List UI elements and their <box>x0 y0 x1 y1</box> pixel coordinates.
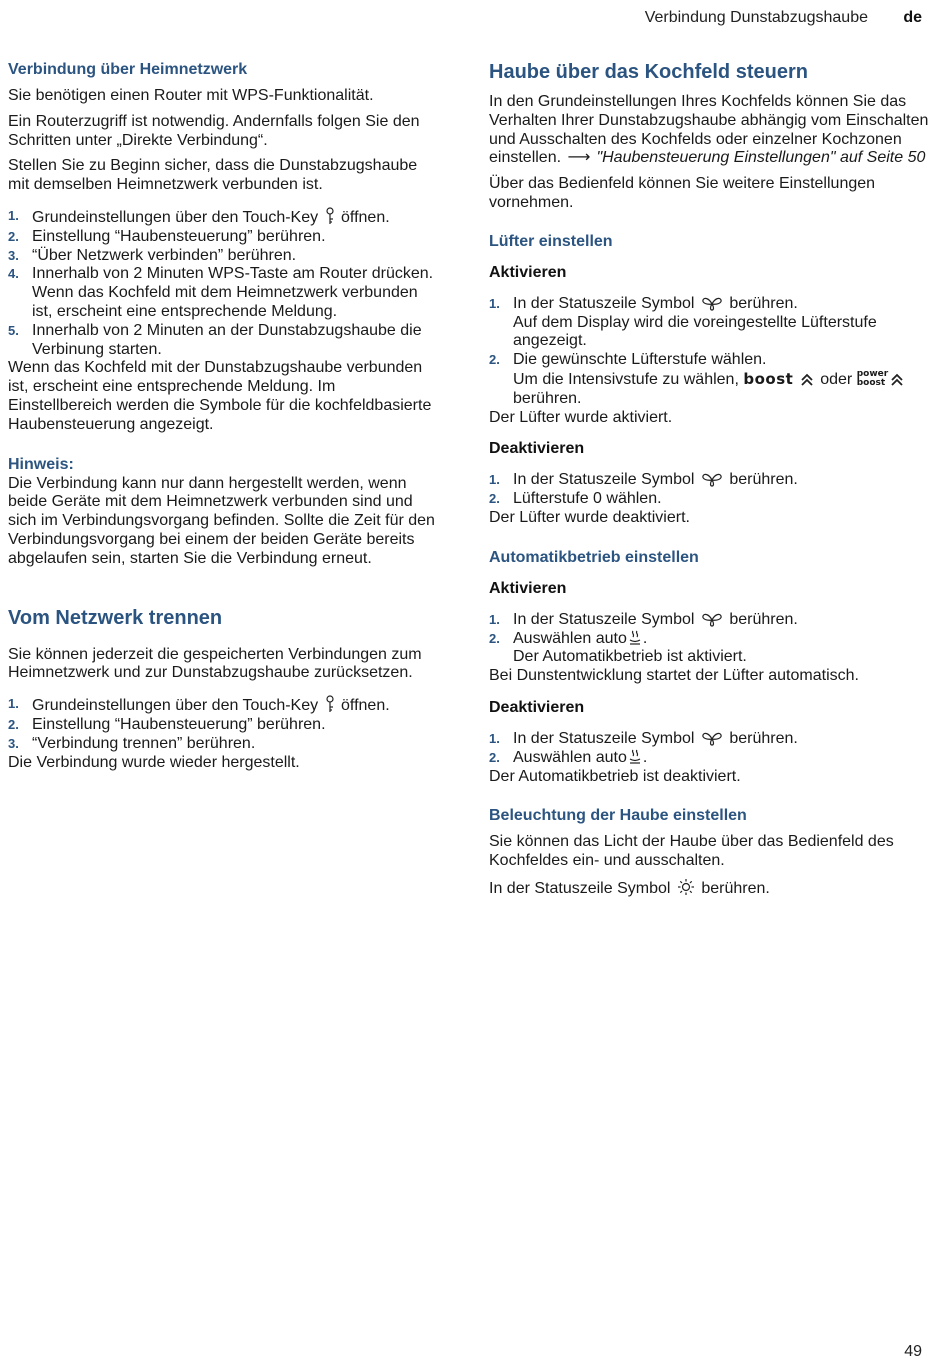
paragraph: Der Automatikbetrieb ist deaktiviert. <box>489 767 741 785</box>
list-item <box>489 295 929 351</box>
subsection-heading-light: Beleuchtung der Haube einstellen <box>489 807 747 825</box>
steps-list <box>489 611 929 667</box>
step-result: Wenn das Kochfeld mit dem Heimnetzwerk verbunden ist, erscheint eine entsprechende Meldung. <box>32 284 418 320</box>
step-text: Auswählen auto <box>513 629 627 647</box>
subsection-heading-fan: Lüfter einstellen <box>489 232 613 250</box>
running-header-title: Verbindung Dunstabzugshaube <box>644 9 868 26</box>
paragraph <box>489 93 929 168</box>
list-item <box>489 730 929 749</box>
paragraph-text: In den Grundeinstellungen Ihres Kochfelds können Sie das Verhalten Ihrer Dunstabzugshaube abhängig vom Einschalten und Ausschalten des Kochfelds oder einzelner Kochzonen einstellen. <box>489 93 929 167</box>
double-chevron-up-icon <box>890 373 904 387</box>
steps-list <box>489 471 929 509</box>
step-result-end: berühren. <box>513 389 582 407</box>
step-result: Auf dem Display wird die voreingestellte Lüfterstufe angezeigt. <box>513 313 877 350</box>
list-item <box>489 471 929 490</box>
fan-icon <box>701 611 723 627</box>
fan-icon <box>701 471 723 487</box>
steam-auto-icon <box>629 749 641 765</box>
language-code: de <box>903 9 922 26</box>
fan-icon <box>701 730 723 746</box>
step-text: Die gewünschte Lüfterstufe wählen. <box>513 351 767 369</box>
step-text: Einstellung “Haubensteuerung” berühren. <box>32 715 326 733</box>
list-item <box>8 716 438 735</box>
activate-heading: Aktivieren <box>489 263 567 281</box>
step-text-end: berühren. <box>729 294 798 312</box>
list-item <box>489 749 929 768</box>
step-text: Einstellung “Haubensteuerung” berühren. <box>32 227 326 245</box>
step-text: In der Statuszeile Symbol <box>513 294 695 312</box>
left-column <box>8 60 438 772</box>
step-text: Grundeinstellungen über den Touch-Key <box>32 697 319 715</box>
arrow-right-icon: ⟶ <box>567 149 591 167</box>
step-result: Der Automatikbetrieb ist aktiviert. <box>513 648 747 666</box>
paragraph: Sie können das Licht der Haube über das Bedienfeld des Kochfeldes ein- und ausschalten. <box>489 833 894 870</box>
step-number: 2. <box>489 491 500 507</box>
step-text: Lüfterstufe 0 wählen. <box>513 490 662 508</box>
list-item <box>8 322 438 360</box>
key-icon <box>325 695 335 713</box>
step-number: 2. <box>489 749 500 765</box>
list-item <box>8 228 438 247</box>
paragraph <box>489 878 929 899</box>
step-number: 4. <box>8 266 19 282</box>
list-item <box>8 207 438 228</box>
list-item <box>8 695 438 716</box>
list-item <box>489 611 929 630</box>
deactivate-heading: Deaktivieren <box>489 440 585 458</box>
step-text-end: berühren. <box>729 471 798 489</box>
powerboost-label <box>857 370 888 388</box>
steps-list <box>489 730 929 768</box>
steps-list <box>8 207 438 359</box>
right-column <box>489 60 929 906</box>
subsection-heading-auto: Automatikbetrieb einstellen <box>489 548 699 566</box>
step-number: 2. <box>8 716 19 732</box>
power-text: power <box>856 368 889 379</box>
page-number: 49 <box>904 1343 922 1360</box>
paragraph: Die Verbindung wurde wieder hergestellt. <box>8 753 300 771</box>
step-text: In der Statuszeile Symbol <box>513 471 695 489</box>
list-item <box>489 490 929 509</box>
step-number: 1. <box>8 696 19 712</box>
steps-list <box>489 295 929 409</box>
step-text-end: berühren. <box>729 610 798 628</box>
paragraph-text: In der Statuszeile Symbol <box>489 879 671 897</box>
step-number: 2. <box>489 352 500 368</box>
cross-reference-link[interactable]: "Haubensteuerung Einstellungen" auf Seite 50 <box>596 149 926 167</box>
paragraph: Stellen Sie zu Beginn sicher, dass die Dunstabzugshaube mit demselben Heimnetzwerk verbunden ist. <box>8 157 418 194</box>
paragraph: Der Lüfter wurde aktiviert. <box>489 408 673 426</box>
step-number: 1. <box>489 730 500 746</box>
step-text: Innerhalb von 2 Minuten an der Dunstabzugshaube die Verbinung starten. <box>32 321 422 358</box>
step-text-end: . <box>642 629 648 647</box>
step-number: 2. <box>489 630 500 646</box>
step-number: 2. <box>8 228 19 244</box>
steam-auto-icon <box>629 630 641 646</box>
paragraph: Bei Dunstentwicklung startet der Lüfter automatisch. <box>489 667 859 685</box>
step-text: Auswählen auto <box>513 748 627 766</box>
step-text: Innerhalb von 2 Minuten WPS-Taste am Router drücken. <box>32 265 434 283</box>
paragraph: Der Lüfter wurde deaktiviert. <box>489 508 690 526</box>
list-item <box>8 735 438 754</box>
boost-text: boost <box>856 377 886 388</box>
step-number: 3. <box>8 247 19 263</box>
step-text-end: berühren. <box>729 729 798 747</box>
step-text-end: . <box>642 748 648 766</box>
step-number: 1. <box>489 295 500 311</box>
or-text: oder <box>820 370 853 388</box>
activate-heading: Aktivieren <box>489 579 567 597</box>
step-number: 1. <box>8 207 19 223</box>
key-icon <box>325 207 335 225</box>
steps-list <box>8 695 438 753</box>
paragraph: Ein Routerzugriff ist notwendig. Andernfalls folgen Sie den Schritten unter „Direkte Verbindung“. <box>8 112 420 149</box>
section-heading-home-network: Verbindung über Heimnetzwerk <box>8 61 248 78</box>
list-item <box>8 265 438 321</box>
list-item <box>489 351 929 408</box>
step-result <box>513 370 929 409</box>
deactivate-heading: Deaktivieren <box>489 698 585 716</box>
step-number: 1. <box>489 611 500 627</box>
paragraph: Sie benötigen einen Router mit WPS-Funktionalität. <box>8 87 374 104</box>
boost-label: boost <box>743 369 794 388</box>
paragraph: Über das Bedienfeld können Sie weitere Einstellungen vornehmen. <box>489 175 876 211</box>
step-number: 1. <box>489 472 500 488</box>
step-text: Grundeinstellungen über den Touch-Key <box>32 208 319 226</box>
paragraph: Wenn das Kochfeld mit der Dunstabzugshaube verbunden ist, erscheint eine entsprechende Meldung. Im Einstellbereich werden die Symbole für die kochfeldbasierte Haubensteuerung angezeigt. <box>8 359 432 433</box>
section-heading-disconnect: Vom Netzwerk trennen <box>8 606 223 629</box>
step-number: 3. <box>8 735 19 751</box>
note-text: Die Verbindung kann nur dann hergestellt werden, wenn beide Geräte mit dem Heimnetzwerk verbunden sind und sich im Verbindungsvorgang befinden. Sollte die Zeit für den Verbindungsvorgang bei einem der beiden Geräte bereits abgelaufen sein, starten Sie die Verbindung erneut. <box>8 474 435 567</box>
fan-icon <box>701 295 723 311</box>
note-label: Hinweis: <box>8 455 74 473</box>
step-text: In der Statuszeile Symbol <box>513 610 695 628</box>
double-chevron-up-icon <box>800 373 814 387</box>
list-item <box>8 247 438 266</box>
paragraph: Sie können jederzeit die gespeicherten Verbindungen zum Heimnetzwerk und zur Dunstabzugshaube zurücksetzen. <box>8 645 422 682</box>
list-item <box>489 630 929 668</box>
step-text-end: öffnen. <box>341 208 390 226</box>
light-icon <box>677 878 695 896</box>
step-text-end: öffnen. <box>341 697 390 715</box>
step-number: 5. <box>8 322 19 338</box>
paragraph-text-end: berühren. <box>701 879 770 897</box>
section-heading-hood-control: Haube über das Kochfeld steuern <box>489 61 808 83</box>
step-result-text: Um die Intensivstufe zu wählen, <box>513 370 739 388</box>
step-text: “Über Netzwerk verbinden” berühren. <box>32 246 297 264</box>
step-text: “Verbindung trennen” berühren. <box>32 734 256 752</box>
step-text: In der Statuszeile Symbol <box>513 729 695 747</box>
